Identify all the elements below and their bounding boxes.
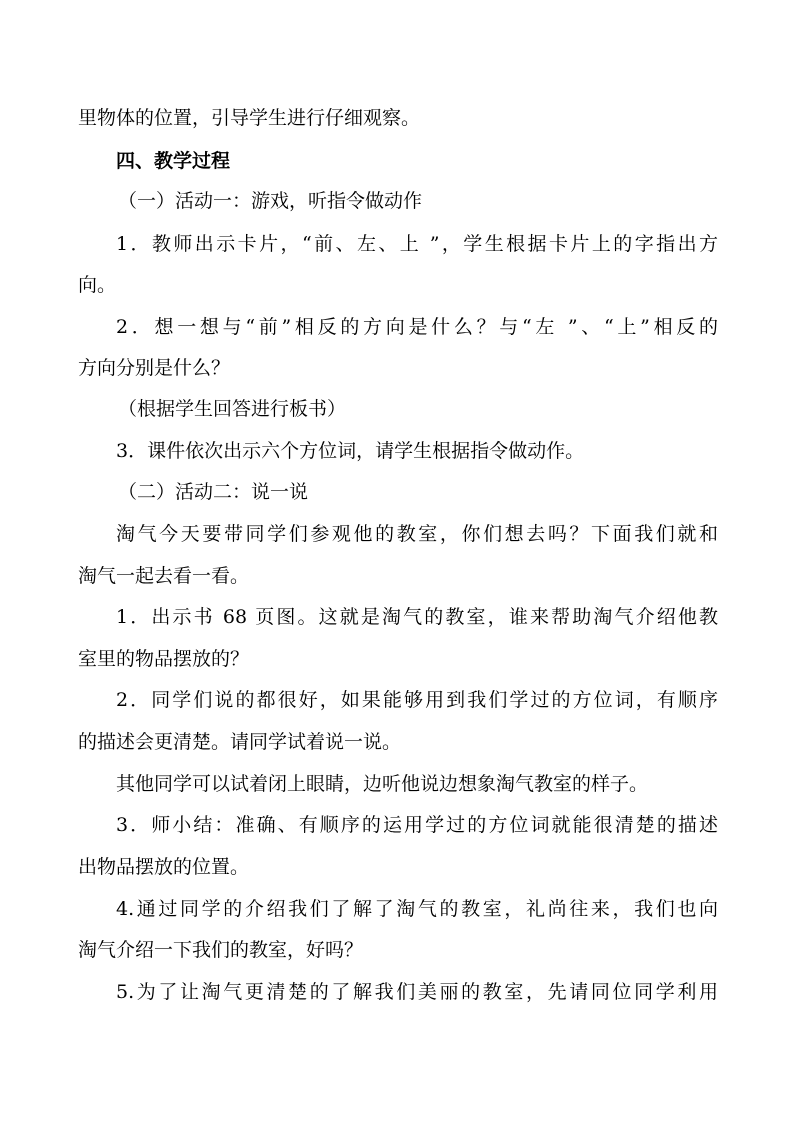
paragraph-line: 室里的物品摆放的？: [78, 648, 250, 670]
paragraph-line: 5.为了让淘气更清楚的了解我们美丽的教室，先请同位同学利用: [116, 981, 718, 1003]
paragraph-line: 向。: [78, 274, 117, 296]
paragraph-line: 3．课件依次出示六个方位词，请学生根据指令做动作。: [116, 440, 585, 462]
paragraph-line: 淘气介绍一下我们的教室，好吗？: [78, 939, 364, 961]
paragraph-line: 1．出示书 68 页图。这就是淘气的教室，谁来帮助淘气介绍他教: [116, 606, 718, 628]
paragraph-line: 出物品摆放的位置。: [78, 856, 250, 878]
paragraph-line: 1．教师出示卡片，“前、左、上 ”，学生根据卡片上的字指出方: [116, 233, 718, 255]
paragraph-line: 淘气今天要带同学们参观他的教室，你们想去吗？下面我们就和: [116, 523, 718, 545]
paragraph-line: 淘气一起去看一看。: [78, 565, 250, 587]
paragraph-line: 的描述会更清楚。请同学试着说一说。: [78, 731, 402, 753]
paragraph-line: 2．想一想与“前”相反的方向是什么？与“左 ”、“上”相反的: [116, 316, 718, 338]
section-heading: 四、教学过程: [116, 150, 231, 172]
subsection-heading: （二）活动二：说一说: [118, 481, 309, 503]
subsection-heading: （一）活动一：游戏，听指令做动作: [118, 190, 423, 212]
paragraph-line: 里物体的位置，引导学生进行仔细观察。: [78, 107, 421, 129]
paragraph-line: 方向分别是什么？: [78, 357, 231, 379]
paragraph-line: 4.通过同学的介绍我们了解了淘气的教室，礼尚往来，我们也向: [116, 898, 718, 920]
paragraph-line: 其他同学可以试着闭上眼睛，边听他说边想象淘气教室的样子。: [116, 773, 649, 795]
paragraph-line: （根据学生回答进行板书）: [118, 398, 347, 420]
paragraph-line: 2．同学们说的都很好，如果能够用到我们学过的方位词，有顺序: [116, 689, 718, 711]
paragraph-line: 3．师小结：准确、有顺序的运用学过的方位词就能很清楚的描述: [116, 814, 718, 836]
